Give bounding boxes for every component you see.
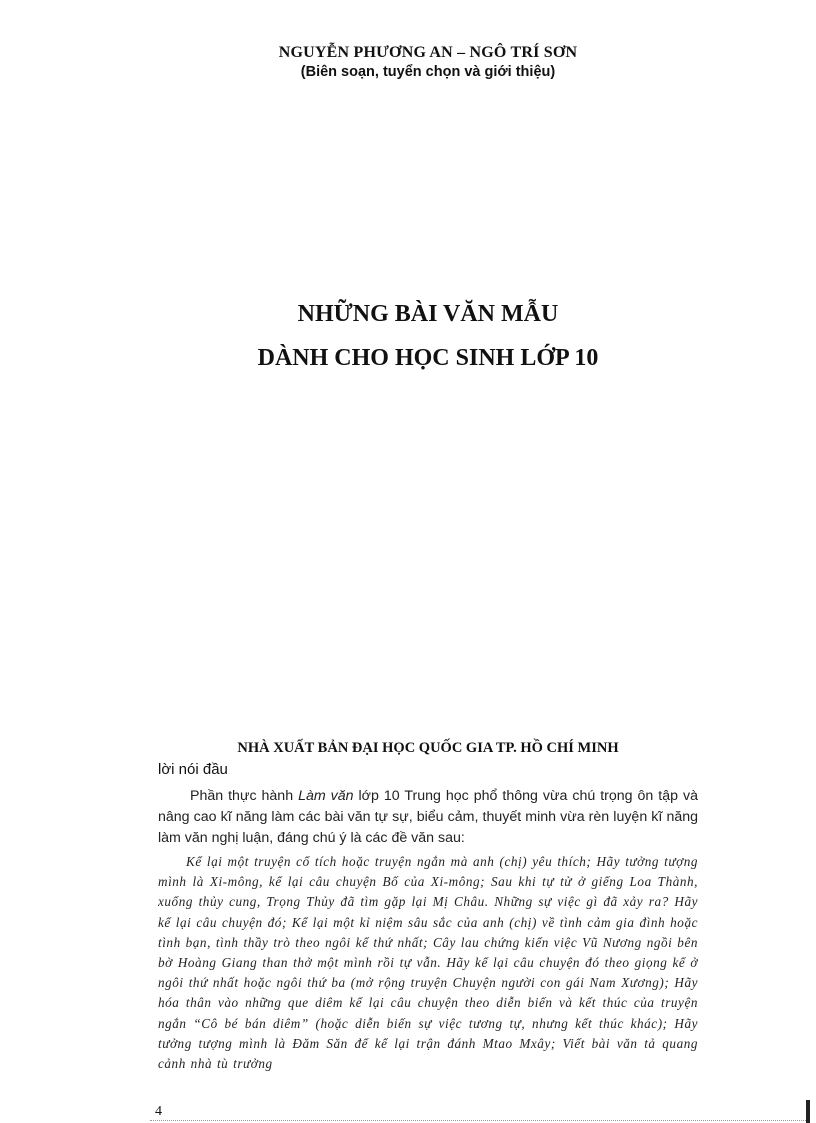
publisher: NHÀ XUẤT BẢN ĐẠI HỌC QUỐC GIA TP. HỒ CHÍ MINH [237, 740, 619, 756]
page-number: 4 [155, 1104, 162, 1119]
book-title-line-2: DÀNH CHO HỌC SINH LỚP 10 [257, 345, 599, 371]
assignment-list-paragraph: Kể lại một truyện cổ tích hoặc truyện ngắn mà anh (chị) yêu thích; Hãy tưởng tượng mình là Xi-mông, kể lại câu chuyện Bố của Xi-mông; Sau khi tự tử ở giếng Loa Thành, xuống thủy cung, Trọng Thủy đã tìm gặp lại Mị Châu. Những sự việc gì đã xảy ra? Hãy kể lại câu chuyện đó; Kể lại một kỉ niệm sâu sắc của anh (chị) về tình cảm gia đình hoặc tình bạn, tình thầy trò theo ngôi kể thứ nhất; Cây lau chứng kiến việc Vũ Nương ngồi bên bờ Hoàng Giang than thở một mình rồi tự vẫn. Hãy kể lại câu chuyện đó theo giọng kể ở ngôi thứ nhất hoặc ngôi thứ ba (mở rộng truyện Chuyện người con gái Nam Xương); Hãy hóa thân vào những que diêm kể lại câu chuyện theo diễn biến và kết thúc của truyện ngắn “Cô bé bán diêm” (hoặc diễn biến sự việc tương tự, nhưng kết thúc khác); Hãy tưởng tượng mình là Đăm Săn để kể lại trận đánh Mtao Mxây; Viết bài văn tả quang cảnh nhà tù trưởng [158, 854, 698, 1072]
editor-role: (Biên soạn, tuyển chọn và giới thiệu) [300, 64, 556, 80]
authors: NGUYỄN PHƯƠNG AN – NGÔ TRÍ SƠN [278, 44, 578, 61]
book-title-line-1: NHỮNG BÀI VĂN MẪU [297, 301, 559, 327]
intro-text-start: Phần thực hành [190, 788, 299, 804]
intro-text-end: lớp 10 Trung học phổ thông vừa chú trọng ôn tập và nâng cao kĩ năng làm các bài văn tự sự, biểu cảm, thuyết minh vừa rèn luyện kĩ năng làm văn nghị luận, đáng chú ý là các đề văn sau: [158, 788, 698, 846]
preface-heading: lời nói đầu [158, 761, 228, 778]
preface-intro-paragraph [158, 786, 698, 849]
intro-italic-term: Làm văn [298, 788, 354, 804]
footer-divider [150, 1120, 810, 1121]
corner-mark [806, 1100, 810, 1123]
